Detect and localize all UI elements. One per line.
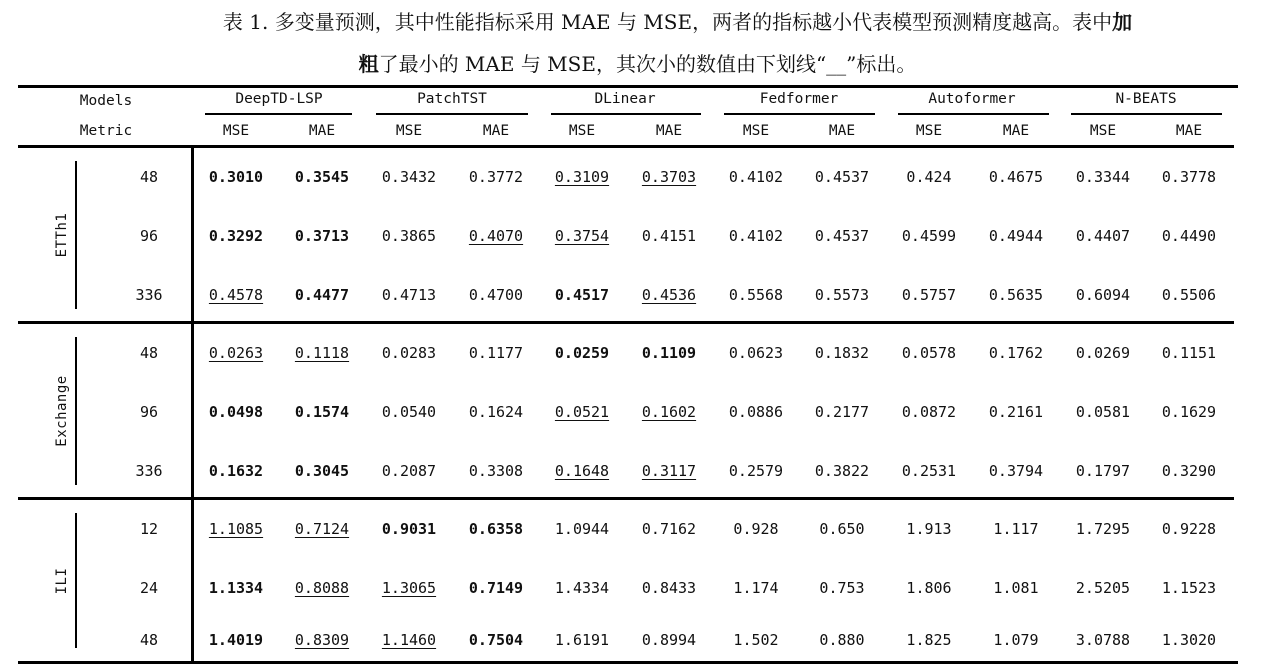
metric-value-cell: 0.0283 xyxy=(381,344,437,362)
metric-value-cell: 0.4578 xyxy=(208,286,264,304)
model-group-rule xyxy=(551,113,701,115)
metric-value-cell: 0.1648 xyxy=(554,462,610,480)
row-header-separator xyxy=(191,147,194,661)
metric-value-cell: 0.8433 xyxy=(641,579,697,597)
metric-header: MAE xyxy=(1175,123,1203,139)
metric-value-cell: 0.0581 xyxy=(1075,403,1131,421)
metric-value-cell: 0.3045 xyxy=(294,462,350,480)
metric-header: MSE xyxy=(395,123,423,139)
caption-text-2: 了最小的 MAE 与 MSE，其次小的数值由下划线“__”标出。 xyxy=(378,52,917,76)
metric-value-cell: 0.3010 xyxy=(208,168,264,186)
metric-header-label: Metric xyxy=(79,123,133,139)
metric-value-cell: 1.4019 xyxy=(208,631,264,649)
model-group-rule xyxy=(376,113,528,115)
horizon-cell: 336 xyxy=(135,286,163,304)
metric-value-cell: 1.913 xyxy=(906,520,952,538)
metric-value-cell: 0.7149 xyxy=(468,579,524,597)
horizon-cell: 48 xyxy=(139,631,159,649)
metric-header: MSE xyxy=(222,123,250,139)
metric-value-cell: 0.4537 xyxy=(814,168,870,186)
metric-value-cell: 0.4102 xyxy=(728,168,784,186)
metric-header: MSE xyxy=(568,123,596,139)
metric-value-cell: 0.753 xyxy=(819,579,865,597)
metric-value-cell: 0.3754 xyxy=(554,227,610,245)
metric-value-cell: 1.825 xyxy=(906,631,952,649)
metric-value-cell: 0.0269 xyxy=(1075,344,1131,362)
metric-value-cell: 0.4070 xyxy=(468,227,524,245)
metric-value-cell: 0.3432 xyxy=(381,168,437,186)
metric-value-cell: 0.4102 xyxy=(728,227,784,245)
metric-value-cell: 0.1624 xyxy=(468,403,524,421)
metric-value-cell: 0.1832 xyxy=(814,344,870,362)
model-name-header: DeepTD-LSP xyxy=(235,91,323,107)
metric-value-cell: 0.1118 xyxy=(294,344,350,362)
metric-value-cell: 0.6358 xyxy=(468,520,524,538)
model-name-header: Autoformer xyxy=(928,91,1016,107)
metric-value-cell: 1.1334 xyxy=(208,579,264,597)
metric-value-cell: 0.5635 xyxy=(988,286,1044,304)
metric-value-cell: 0.5506 xyxy=(1161,286,1217,304)
metric-value-cell: 0.0263 xyxy=(208,344,264,362)
metric-value-cell: 1.502 xyxy=(733,631,779,649)
metric-value-cell: 0.4477 xyxy=(294,286,350,304)
metric-value-cell: 1.1523 xyxy=(1161,579,1217,597)
metric-value-cell: 0.2161 xyxy=(988,403,1044,421)
horizon-cell: 12 xyxy=(139,520,159,538)
model-group-rule xyxy=(205,113,352,115)
horizon-cell: 48 xyxy=(139,168,159,186)
metric-value-cell: 0.3794 xyxy=(988,462,1044,480)
metric-value-cell: 1.174 xyxy=(733,579,779,597)
metric-value-cell: 0.4944 xyxy=(988,227,1044,245)
model-name-header: PatchTST xyxy=(417,91,487,107)
table-caption-line-2 xyxy=(0,48,1275,77)
metric-header: MAE xyxy=(1002,123,1030,139)
metric-value-cell: 0.4713 xyxy=(381,286,437,304)
metric-value-cell: 0.1177 xyxy=(468,344,524,362)
metric-value-cell: 0.1762 xyxy=(988,344,1044,362)
metric-value-cell: 0.3772 xyxy=(468,168,524,186)
top-rule xyxy=(18,85,1238,88)
horizon-cell: 96 xyxy=(139,227,159,245)
metric-value-cell: 0.2087 xyxy=(381,462,437,480)
metric-value-cell: 0.5573 xyxy=(814,286,870,304)
metric-value-cell: 0.1629 xyxy=(1161,403,1217,421)
metric-value-cell: 1.117 xyxy=(993,520,1039,538)
metric-value-cell: 0.2579 xyxy=(728,462,784,480)
metric-value-cell: 0.4537 xyxy=(814,227,870,245)
metric-header: MSE xyxy=(742,123,770,139)
metric-value-cell: 1.3020 xyxy=(1161,631,1217,649)
metric-value-cell: 0.4675 xyxy=(988,168,1044,186)
block-divider-rule xyxy=(18,321,1234,324)
dataset-label: ETTh1 xyxy=(54,212,70,258)
metric-value-cell: 0.3703 xyxy=(641,168,697,186)
model-name-header: DLinear xyxy=(594,91,656,107)
metric-value-cell: 1.806 xyxy=(906,579,952,597)
metric-value-cell: 0.2177 xyxy=(814,403,870,421)
metric-header: MAE xyxy=(482,123,510,139)
metric-value-cell: 0.3778 xyxy=(1161,168,1217,186)
metric-value-cell: 1.3065 xyxy=(381,579,437,597)
metric-value-cell: 0.0540 xyxy=(381,403,437,421)
model-name-header: N-BEATS xyxy=(1115,91,1177,107)
metric-value-cell: 0.3822 xyxy=(814,462,870,480)
metric-value-cell: 0.9228 xyxy=(1161,520,1217,538)
dataset-bracket-line xyxy=(75,337,77,485)
metric-value-cell: 0.1151 xyxy=(1161,344,1217,362)
metric-value-cell: 0.1797 xyxy=(1075,462,1131,480)
metric-value-cell: 0.1109 xyxy=(641,344,697,362)
metric-value-cell: 0.0578 xyxy=(901,344,957,362)
caption-bold-char-2: 粗 xyxy=(358,52,379,76)
metric-value-cell: 0.5757 xyxy=(901,286,957,304)
metric-value-cell: 0.7124 xyxy=(294,520,350,538)
metric-value-cell: 0.3117 xyxy=(641,462,697,480)
metric-value-cell: 0.8088 xyxy=(294,579,350,597)
metric-value-cell: 0.0872 xyxy=(901,403,957,421)
metric-value-cell: 0.1602 xyxy=(641,403,697,421)
metric-value-cell: 0.5568 xyxy=(728,286,784,304)
metric-value-cell: 0.4407 xyxy=(1075,227,1131,245)
metric-header: MAE xyxy=(655,123,683,139)
metric-value-cell: 0.1574 xyxy=(294,403,350,421)
metric-value-cell: 0.0623 xyxy=(728,344,784,362)
metric-value-cell: 2.5205 xyxy=(1075,579,1131,597)
metric-value-cell: 1.6191 xyxy=(554,631,610,649)
caption-text-1: 表 1. 多变量预测，其中性能指标采用 MAE 与 MSE，两者的指标越小代表模型预测精度越高。表中 xyxy=(222,10,1113,34)
metric-value-cell: 0.4151 xyxy=(641,227,697,245)
bottom-rule xyxy=(18,661,1238,664)
metric-value-cell: 0.4599 xyxy=(901,227,957,245)
header-bottom-rule xyxy=(18,145,1234,148)
metric-value-cell: 0.3290 xyxy=(1161,462,1217,480)
table-caption-line-1 xyxy=(80,6,1275,35)
metric-value-cell: 0.8309 xyxy=(294,631,350,649)
metric-header: MAE xyxy=(828,123,856,139)
metric-value-cell: 0.2531 xyxy=(901,462,957,480)
metric-value-cell: 0.3308 xyxy=(468,462,524,480)
horizon-cell: 24 xyxy=(139,579,159,597)
metric-value-cell: 0.880 xyxy=(819,631,865,649)
horizon-cell: 336 xyxy=(135,462,163,480)
metric-value-cell: 0.4517 xyxy=(554,286,610,304)
metric-value-cell: 0.6094 xyxy=(1075,286,1131,304)
metric-value-cell: 0.4536 xyxy=(641,286,697,304)
metric-value-cell: 1.079 xyxy=(993,631,1039,649)
metric-value-cell: 0.3292 xyxy=(208,227,264,245)
metric-value-cell: 0.928 xyxy=(733,520,779,538)
metric-value-cell: 1.4334 xyxy=(554,579,610,597)
dataset-bracket-line xyxy=(75,161,77,309)
metric-header: MSE xyxy=(1089,123,1117,139)
model-group-rule xyxy=(898,113,1049,115)
metric-value-cell: 0.4490 xyxy=(1161,227,1217,245)
models-header-label: Models xyxy=(79,93,133,109)
metric-value-cell: 0.3713 xyxy=(294,227,350,245)
metric-value-cell: 0.4700 xyxy=(468,286,524,304)
metric-value-cell: 1.7295 xyxy=(1075,520,1131,538)
model-group-rule xyxy=(724,113,875,115)
metric-value-cell: 0.0521 xyxy=(554,403,610,421)
metric-value-cell: 0.424 xyxy=(906,168,952,186)
metric-value-cell: 0.0498 xyxy=(208,403,264,421)
metric-value-cell: 1.1085 xyxy=(208,520,264,538)
metric-value-cell: 1.1460 xyxy=(381,631,437,649)
metric-value-cell: 0.1632 xyxy=(208,462,264,480)
metric-value-cell: 0.0886 xyxy=(728,403,784,421)
metric-value-cell: 0.3109 xyxy=(554,168,610,186)
metric-value-cell: 0.7504 xyxy=(468,631,524,649)
model-name-header: Fedformer xyxy=(759,91,839,107)
caption-bold-char-1: 加 xyxy=(1112,10,1133,34)
metric-value-cell: 0.3865 xyxy=(381,227,437,245)
metric-header: MAE xyxy=(308,123,336,139)
horizon-cell: 48 xyxy=(139,344,159,362)
dataset-label: Exchange xyxy=(54,375,70,447)
metric-value-cell: 0.3344 xyxy=(1075,168,1131,186)
metric-value-cell: 0.3545 xyxy=(294,168,350,186)
horizon-cell: 96 xyxy=(139,403,159,421)
metric-value-cell: 3.0788 xyxy=(1075,631,1131,649)
metric-header: MSE xyxy=(915,123,943,139)
metric-value-cell: 0.0259 xyxy=(554,344,610,362)
dataset-bracket-line xyxy=(75,513,77,648)
metric-value-cell: 1.081 xyxy=(993,579,1039,597)
block-divider-rule xyxy=(18,497,1234,500)
metric-value-cell: 0.650 xyxy=(819,520,865,538)
metric-value-cell: 0.9031 xyxy=(381,520,437,538)
metric-value-cell: 1.0944 xyxy=(554,520,610,538)
metric-value-cell: 0.7162 xyxy=(641,520,697,538)
metric-value-cell: 0.8994 xyxy=(641,631,697,649)
model-group-rule xyxy=(1071,113,1222,115)
dataset-label: ILI xyxy=(54,567,70,594)
